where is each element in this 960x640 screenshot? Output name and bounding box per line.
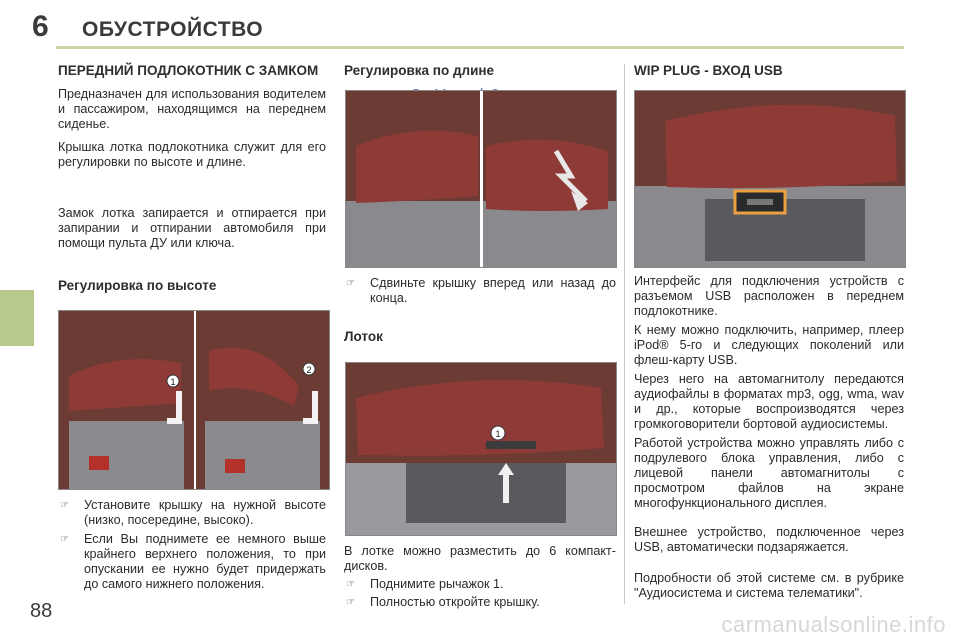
photo-label-1: 1 [170,377,176,387]
column-2-bottom [344,544,616,610]
bullet-item: ☞ Если Вы поднимете ее немного выше крайнего верхнего положения, то при опускании ее нужно будет придержать до самого нижнего положения. [60,532,326,591]
paragraph: Крышка лотка подлокотника служит для его регулировки по высоте и длине. [58,140,326,169]
column-3-top [634,62,904,79]
photo-label-2: 2 [306,365,312,375]
pointing-hand-icon: ☞ [60,534,69,545]
photo-label-1: 1 [495,429,501,439]
bullet-item: ☞ Полностью откройте крышку. [346,595,540,609]
photo-height-adjust [58,310,330,490]
photo-length-adjust [345,90,617,268]
subheading-usb: WIP PLUG - ВХОД USB [634,63,783,78]
subheading-tray: Лоток [344,329,383,344]
header-rule [56,46,904,49]
paragraph: Замок лотка запирается и отпирается при запирании и отпирании автомобиля при помощи пульта ДУ или ключа. [58,206,326,250]
chapter-number: 6 [32,10,49,43]
pointing-hand-icon: ☞ [346,278,355,289]
column-2-top [344,62,616,79]
paragraph: Внешнее устройство, подключенное через USB, автоматически подзаряжается. [634,525,904,554]
pointing-hand-icon: ☞ [346,579,355,590]
subheading-length: Регулировка по длине [344,63,495,78]
column-2-mid [344,276,616,345]
page-number: 88 [30,600,53,622]
paragraph: Предназначен для использования водителем и пассажиром, находящимся на переднем сиденье. [58,87,326,131]
bullet-item: ☞ Сдвиньте крышку вперед или назад до конца. [346,276,616,305]
side-tab [0,290,34,346]
column-3-body [634,274,904,601]
section-heading-armrest: ПЕРЕДНИЙ ПОДЛОКОТНИК С ЗАМКОМ [58,63,319,78]
bullet-item: ☞ Поднимите рычажок 1. [346,577,504,591]
paragraph: К нему можно подключить, например, плеер iPod® 5-го и следующих поколений или флеш-карту USB. [634,323,904,367]
chapter-title: ОБУСТРОЙСТВО [82,18,264,41]
paragraph: Интерфейс для подключения устройств с разъемом USB расположен в переднем подлокотнике. [634,274,904,318]
column-1-bullets [58,498,326,592]
watermark-footer: carmanualsonline.info [721,612,946,637]
pointing-hand-icon: ☞ [346,597,355,608]
paragraph: Работой устройства можно управлять либо с подрулевого блока управления, либо с лицевой панели автомагнитолы с просмотром файлов на экране многофункционального дисплея. [634,436,904,510]
column-separator [624,64,625,604]
column-1 [58,62,326,294]
subheading-height: Регулировка по высоте [58,278,217,293]
paragraph: Через него на автомагнитолу передаются аудиофайлы в форматах mp3, ogg, wma, wav и др., которые воспроизводятся через громкоговорители бортовой аудиосистемы. [634,372,904,431]
photo-usb [634,90,906,268]
paragraph: В лотке можно разместить до 6 компакт-дисков. [344,544,616,573]
bullet-item: ☞ Установите крышку на нужной высоте (низко, посередине, высоко). [60,498,326,527]
photo-tray [345,362,617,536]
paragraph: Подробности об этой системе см. в рубрике "Аудиосистема и система телематики". [634,571,904,600]
pointing-hand-icon: ☞ [60,500,69,511]
